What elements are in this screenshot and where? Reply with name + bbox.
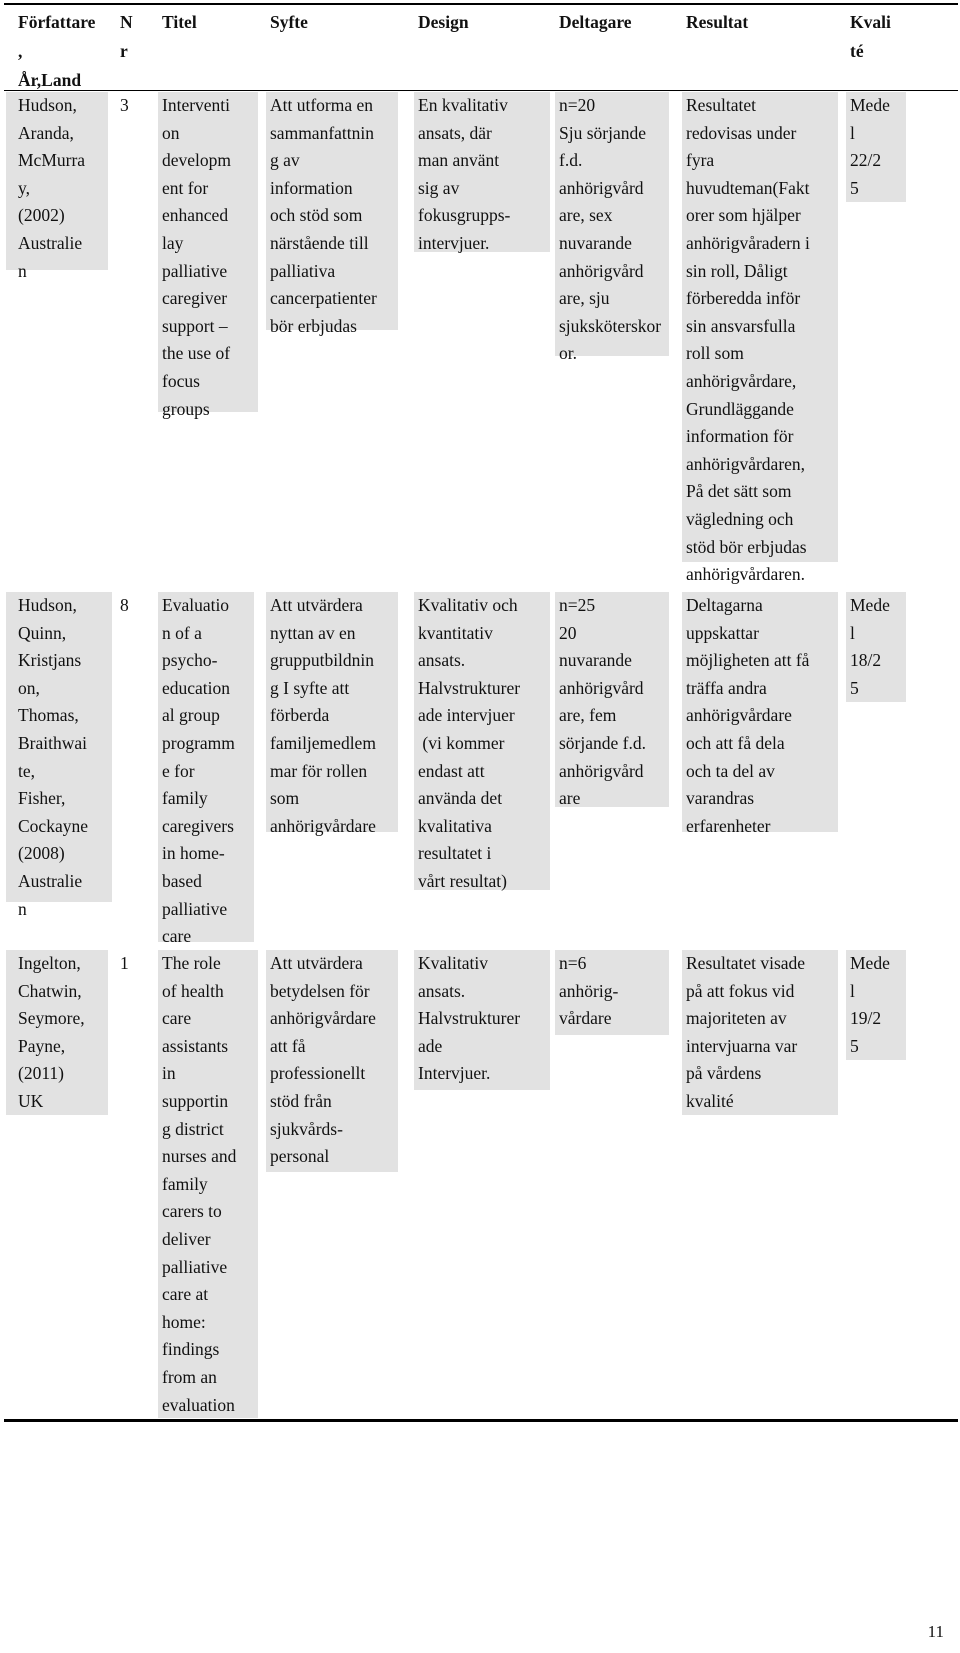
cell-forfattare: Hudson, Aranda, McMurra y, (2002) Australie n [6, 92, 108, 270]
page-number: 11 [927, 1622, 944, 1641]
cell-design: Kvalitativ och kvantitativ ansats. Halvstrukturer ade intervjuer (vi kommer endast att använda det kvalitativa resultatet i vårt resultat) [414, 592, 550, 890]
cell-design: En kvalitativ ansats, där man använt sig av fokusgrupps- intervjuer. [414, 92, 550, 252]
header-kvalite: Kvali té [850, 12, 891, 61]
cell-kvalite: Mede l 19/2 5 [846, 950, 906, 1060]
cell-titel: The role of health care assistants in supportin g district nurses and family carers to deliver palliative care at home: findings from an evaluation [158, 950, 258, 1418]
cell-kvalite: Mede l 22/2 5 [846, 92, 906, 202]
cell-syfte: Att utvärdera betydelsen för anhörigvårdare att få professionellt stöd från sjukvårds- personal [266, 950, 398, 1172]
header-rule [4, 90, 958, 91]
cell-resultat: Resultatet redovisas under fyra huvudteman(Fakt orer som hjälper anhörigvåradern i sin roll, Dåligt förberedda inför sin ansvarsfulla roll som anhörigvårdare, Grundläggande information för anhörigvårdaren, På det sätt som vägledning och stöd bör erbjudas anhörigvårdaren. [682, 92, 838, 562]
cell-nr: 1 [120, 953, 129, 973]
cell-deltagare: n=20 Sju sörjande f.d. anhörigvård are, sex nuvarande anhörigvård are, sju sjuksköterskor or. [555, 92, 669, 356]
cell-design: Kvalitativ ansats. Halvstrukturer ade Intervjuer. [414, 950, 550, 1090]
cell-nr: 8 [120, 595, 129, 615]
cell-deltagare: n=25 20 nuvarande anhörigvård are, fem sörjande f.d. anhörigvård are [555, 592, 669, 807]
cell-kvalite: Mede l 18/2 5 [846, 592, 906, 702]
cell-nr: 3 [120, 95, 129, 115]
cell-resultat: Resultatet visade på att fokus vid majoriteten av intervjuarna var på vårdens kvalité [682, 950, 838, 1115]
cell-forfattare: Hudson, Quinn, Kristjans on, Thomas, Braithwai te, Fisher, Cockayne (2008) Australie n [6, 592, 112, 902]
header-syfte: Syfte [270, 12, 308, 32]
cell-titel: Evaluatio n of a psycho- education al group programm e for family caregivers in home- based palliative care [158, 592, 254, 942]
table-top-rule [4, 3, 958, 5]
header-design: Design [418, 12, 469, 32]
cell-deltagare: n=6 anhörig- vårdare [555, 950, 669, 1035]
cell-syfte: Att utvärdera nyttan av en grupputbildnin g I syfte att förberda familjemedlem mar för rollen som anhörigvårdare [266, 592, 398, 832]
cell-forfattare: Ingelton, Chatwin, Seymore, Payne, (2011) UK [6, 950, 108, 1115]
cell-resultat: Deltagarna uppskattar möjligheten att få träffa andra anhörigvårdare och att få dela och ta del av varandras erfarenheter [682, 592, 838, 832]
header-deltagare: Deltagare [559, 12, 632, 32]
header-forfattare: Författare , År,Land [18, 12, 96, 90]
cell-titel: Interventi on developm ent for enhanced lay palliative caregiver support – the use of focus groups [158, 92, 258, 412]
cell-syfte: Att utforma en sammanfattnin g av information och stöd som närstående till palliativa cancerpatienter bör erbjudas [266, 92, 398, 330]
header-resultat: Resultat [686, 12, 749, 32]
table-bottom-rule [4, 1419, 958, 1422]
header-titel: Titel [162, 12, 197, 32]
header-nr: N r [120, 12, 133, 61]
